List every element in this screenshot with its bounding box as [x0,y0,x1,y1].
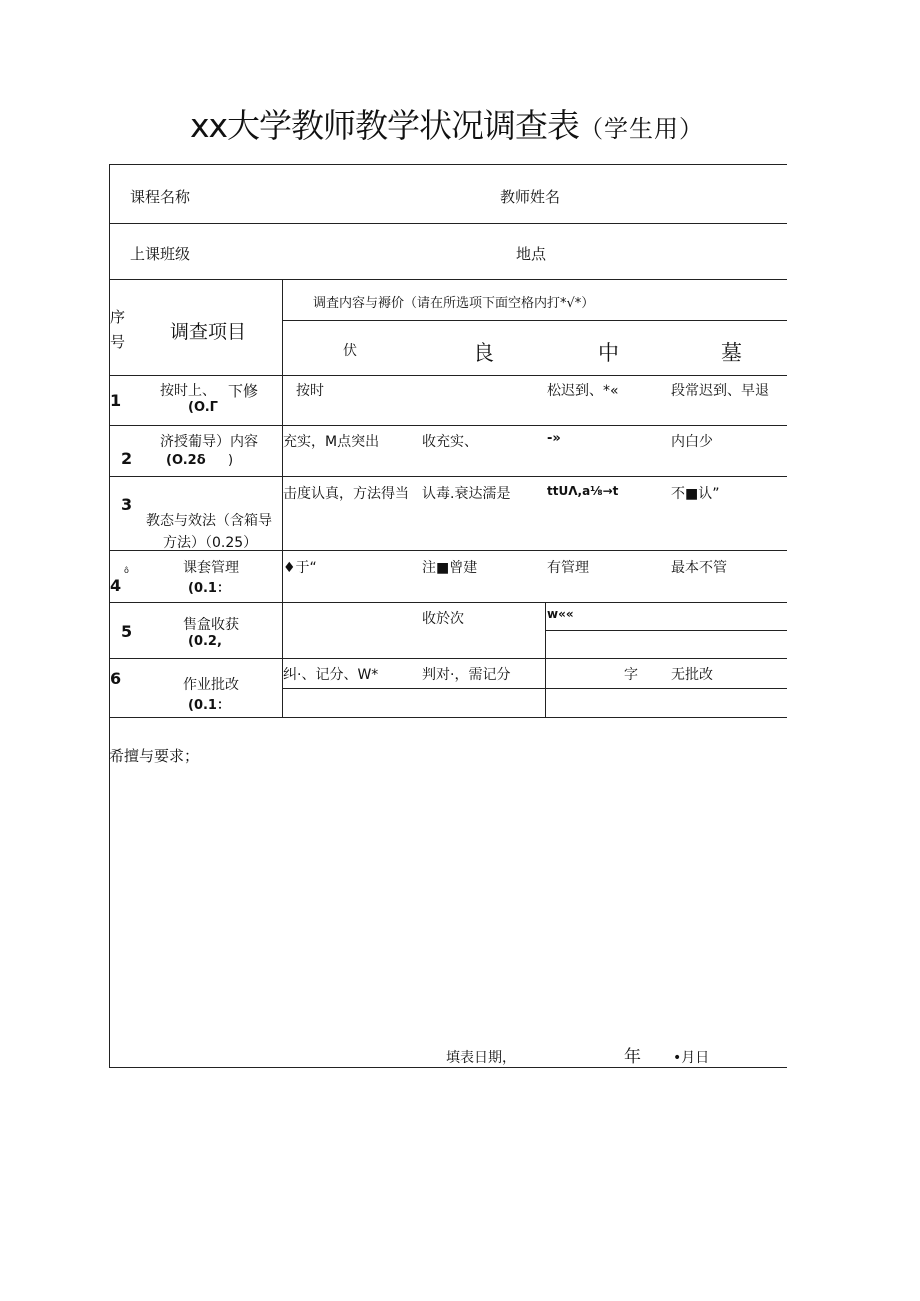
grade-cell: 无批改 [671,667,713,683]
row-number: 6 [110,669,122,688]
rule [109,223,787,224]
seq-header-1: 序 [110,308,126,326]
rule [545,630,787,631]
rule [109,425,787,426]
page-title [190,100,704,147]
title-sub: （学生用） [579,115,705,143]
grade-poor-header: 墓 [721,341,742,365]
grade-cell: 收於次 [422,611,464,627]
border-bottom [109,1067,787,1068]
row-item-text: 售盒收获 [183,617,239,633]
grade-good-header: 良 [473,341,494,365]
grade-cell: 字 [624,667,638,683]
grade-fair-header: 中 [598,341,619,365]
grade-cell: 纠·、记分、W* [283,667,379,683]
row-item-text: 教态与效法（含箱导 [146,513,272,529]
content-header: 调査内容与褥价（请在所选项下面空格内打*√*） [313,296,595,311]
rule [109,658,787,659]
grade-cell: 判对·，需记分 [422,667,511,683]
rule [283,688,787,689]
rule [109,717,787,718]
grade-cell: 收充实、 [422,434,478,450]
rule [109,375,787,376]
grade-cell: w«« [547,607,574,621]
grade-cell: -» [547,431,561,446]
row-number: 2 [121,449,133,468]
place-label: 地点 [516,245,547,263]
year-label: 年 [624,1047,641,1067]
row-item-text: 方法）（0.25） [163,535,258,551]
row-number: 5 [121,622,133,641]
grade-cell: 有管理 [547,560,589,576]
item-header: 调查项目 [170,321,247,343]
comments-label: 希擅与要求； [109,747,200,765]
row-weight: (O.Г [188,400,218,415]
rule [109,279,787,280]
row-number: 1 [110,391,122,410]
grade-excellent-header: 伏 [343,343,357,359]
row-weight: (0.2, [188,634,222,649]
row-weight: (0.1： [188,698,230,713]
row-weight: (0.1： [188,581,230,596]
grade-cell: 按时 [296,383,324,399]
rule [283,320,787,321]
grade-cell: 最本不管 [671,560,727,576]
rule [109,602,787,603]
course-name-label: 课程名称 [130,188,191,206]
title-main: xx大学教师教学状况调查表 [190,106,580,145]
row-item-text: 按时上、 [160,383,216,399]
row-item-text: 作业批改 [183,677,239,693]
row-item-text: 课套管理 [183,560,239,576]
class-label: 上课班级 [130,245,191,263]
row-number: 3 [121,495,133,514]
grade-cell: 松迟到、*« [547,383,619,399]
border-top [109,164,787,165]
grade-cell: 充实，M点突出 [283,434,380,450]
grade-cell: 不■认” [671,486,720,502]
grade-cell: 段常迟到、早退 [671,383,769,399]
teacher-name-label: 教师姓名 [500,188,561,206]
rule [109,476,787,477]
row-item-text: 下修 [228,382,259,400]
border-left [109,164,110,1068]
rule [545,602,546,718]
grade-cell: ttUΛ,a⅛→t [547,484,619,498]
row-weight: (O.2δ [166,453,206,468]
row-number: 4 [110,576,122,595]
row-mark: ô [124,566,129,575]
grade-cell: 注■曾建 [422,560,478,576]
row-item-text: 济授葡导）内容 [160,434,258,450]
grade-cell: ♦于“ [283,560,317,576]
seq-header-2: 号 [110,333,126,351]
month-day-label: •月日 [673,1050,710,1066]
fill-date-label: 填表日期， [446,1050,516,1066]
row-weight: ) [228,453,234,468]
grade-cell: 认毒.衰达濡是 [422,486,511,502]
grade-cell: 击度认真，方法得当 [283,486,409,502]
grade-cell: 内白少 [671,434,713,450]
